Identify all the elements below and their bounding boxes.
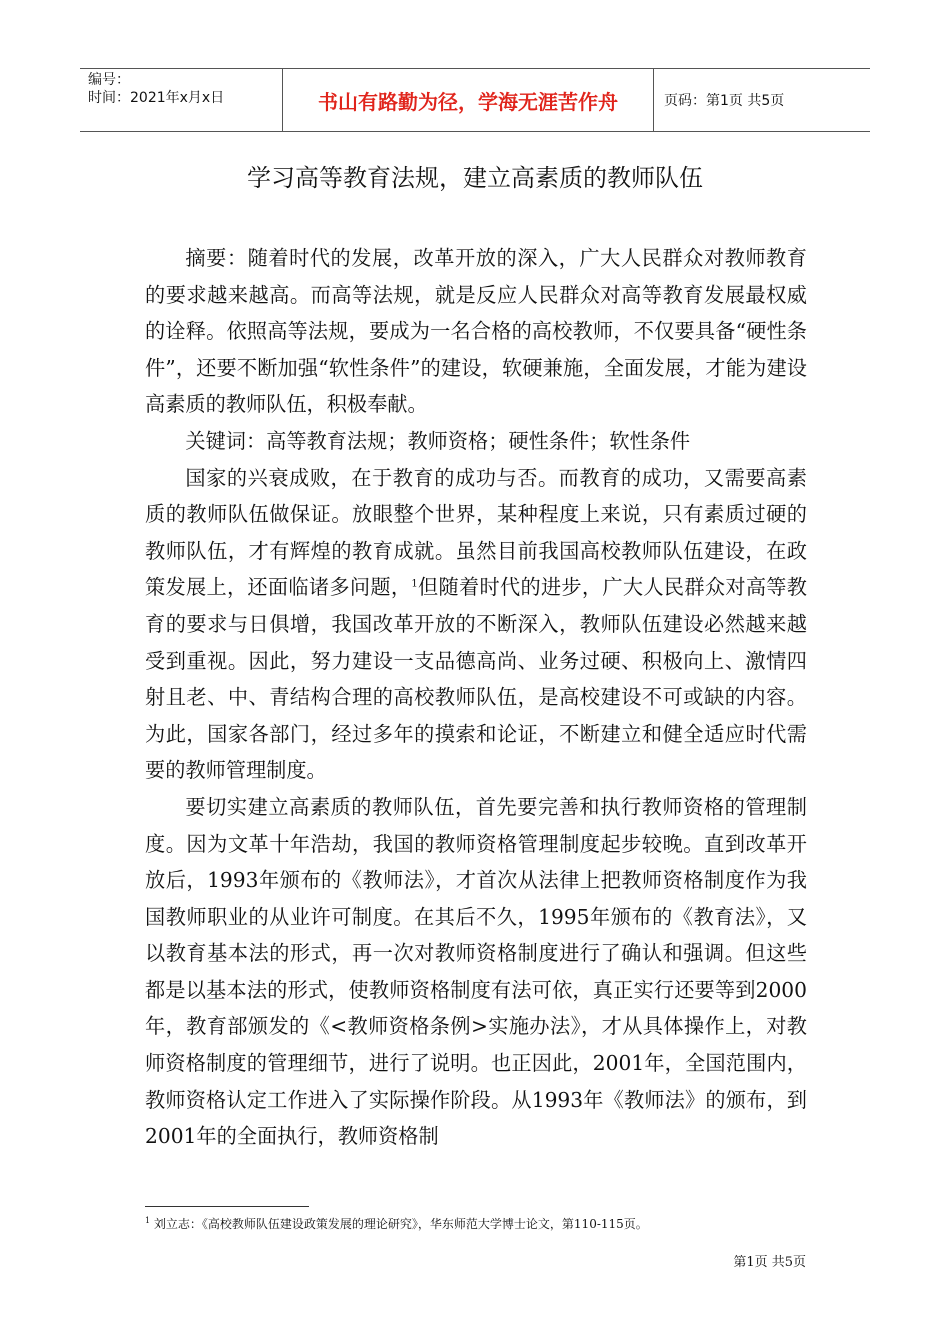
document-time-label: 时间：2021年x月x日 bbox=[88, 90, 225, 106]
document-number-label: 编号： bbox=[88, 72, 130, 88]
footnote-marker: 1 bbox=[145, 1216, 151, 1225]
header-meta bbox=[80, 69, 282, 131]
document-body bbox=[145, 240, 807, 1155]
paragraph-text: 国家的兴衰成败，在于教育的成功与否。而教育的成功，又需要高素质的教师队伍做保证。放眼整个世界，某种程度上来说，只有素质过硬的教师队伍，才有辉煌的教育成就。虽然目前我国高校教师队伍建设，在政策发展上，还面临诸多问题， bbox=[145, 465, 807, 600]
paragraph-text: 但随着时代的进步，广大人民群众对高等教育的要求与日俱增，我国改革开放的不断深入，教师队伍建设必然越来越受到重视。因此，努力建设一支品德高尚、业务过硬、积极向上、激情四射且老、中、青结构合理的高校教师队伍，是高校建设不可或缺的内容。为此，国家各部门，经过多年的摸索和论证，不断建立和健全适应时代需要的教师管理制度。 bbox=[145, 575, 807, 783]
page-header bbox=[80, 68, 870, 132]
document-title: 学习高等教育法规，建立高素质的教师队伍 bbox=[247, 164, 703, 192]
footnote-reference: 1 bbox=[411, 578, 418, 590]
keywords-paragraph: 关键词：高等教育法规；教师资格；硬性条件；软性条件 bbox=[185, 428, 691, 453]
footnote-separator bbox=[145, 1206, 309, 1207]
header-page-info: 页码：第1页 共5页 bbox=[664, 93, 785, 109]
footnote-text: 刘立志：《高校教师队伍建设政策发展的理论研究》，华东师范大学博士论文，第110-115页。 bbox=[153, 1217, 648, 1231]
footnote bbox=[145, 1212, 845, 1233]
header-motto-cell bbox=[282, 69, 654, 131]
body-paragraph bbox=[145, 460, 807, 789]
page-number-footer: 第1页 共5页 bbox=[733, 1255, 806, 1270]
header-motto: 书山有路勤为径，学海无涯苦作舟 bbox=[318, 89, 618, 114]
abstract-paragraph: 摘要：随着时代的发展，改革开放的深入，广大人民群众对教师教育的要求越来越高。而高等法规，就是反应人民群众对高等教育发展最权威的诠释。依照高等法规，要成为一名合格的高校教师，不仅要具备“硬性条件”，还要不断加强“软性条件”的建设，软硬兼施，全面发展，才能为建设高素质的教师队伍，积极奉献。 bbox=[145, 246, 807, 417]
body-paragraph: 要切实建立高素质的教师队伍，首先要完善和执行教师资格的管理制度。因为文革十年浩劫，我国的教师资格管理制度起步较晚。直到改革开放后，1993年颁布的《教师法》，才首次从法律上把教师资格制度作为我国教师职业的从业许可制度。在其后不久，1995年颁布的《教育法》，又以教育基本法的形式，再一次对教师资格制度进行了确认和强调。但这些都是以基本法的形式，使教师资格制度有法可依，真正实行还要等到2000年，教育部颁发的《<教师资格条例>实施办法》，才从具体操作上，对教师资格制度的管理细节，进行了说明。也正因此，2001年，全国范围内，教师资格认定工作进入了实际操作阶段。从1993年《教师法》的颁布，到2001年的全面执行，教师资格制 bbox=[145, 794, 807, 1149]
